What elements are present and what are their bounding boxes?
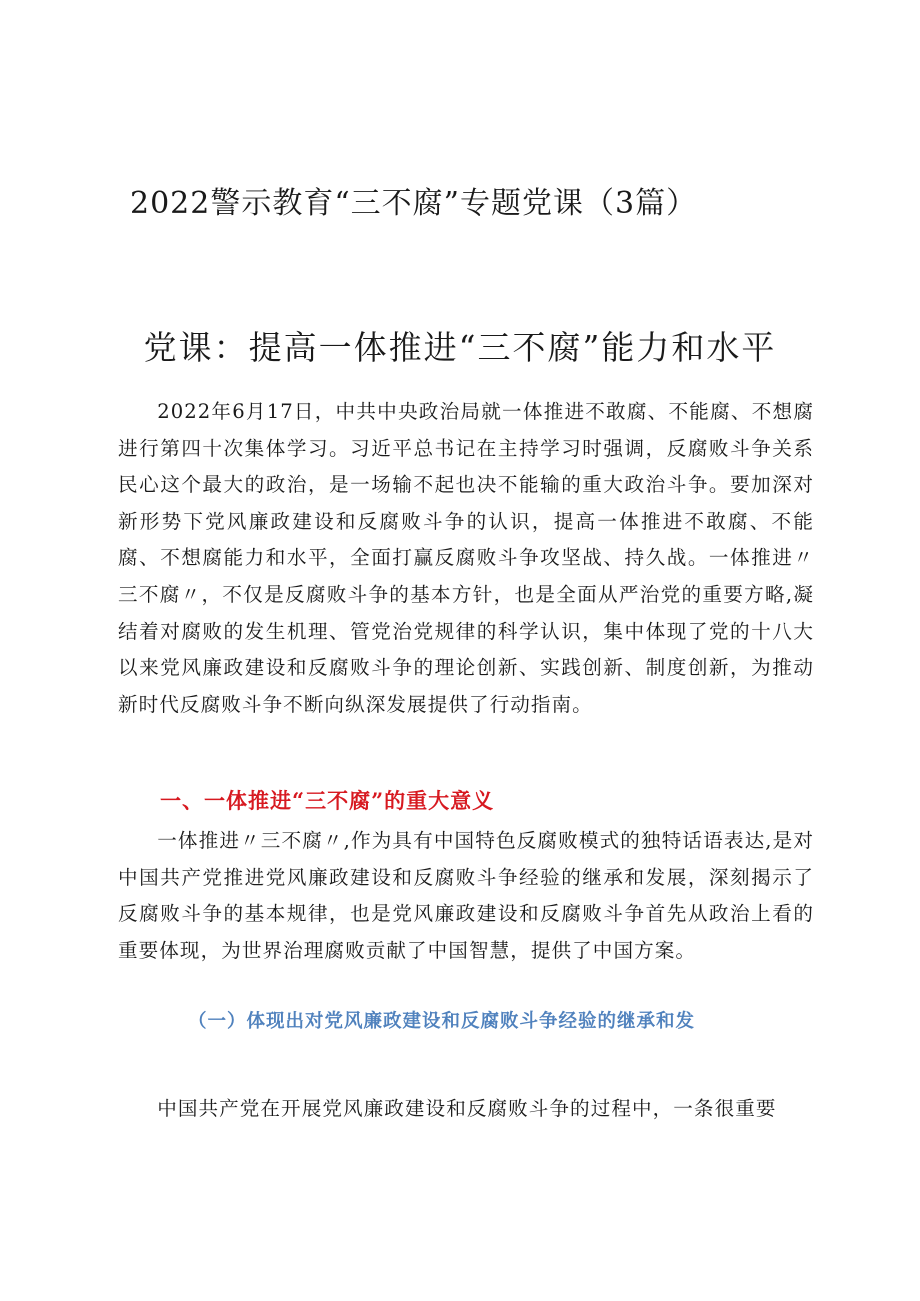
section-heading-significance: 一、一体推进“三不腐”的重大意义 bbox=[160, 788, 495, 813]
body-paragraph-inheritance: 中国共产党在开展党风廉政建设和反腐败斗争的过程中，一条很重要 bbox=[157, 1097, 777, 1120]
subsection-heading-inheritance: （一）体现出对党风廉政建设和反腐败斗争经验的继承和发 bbox=[188, 1011, 696, 1032]
lesson-title: 党课：提高一体推进“三不腐”能力和水平 bbox=[143, 328, 777, 367]
body-paragraph-significance: 一体推进〃三不腐〃,作为具有中国特色反腐败模式的独特话语表达,是对中国共产党推进党风廉政建设和反腐败斗争经验的继承和发展，深刻揭示了反腐败斗争的基本规律，也是党风廉政建设和反腐败斗争首先从政治上看的重要体现，为世界治理腐败贡献了中国智慧，提供了中国方案。 bbox=[118, 829, 814, 962]
body-paragraph-intro: 2022年6月17日，中共中央政治局就一体推进不敢腐、不能腐、不想腐进行第四十次集体学习。习近平总书记在主持学习时强调，反腐败斗争关系民心这个最大的政治，是一场输不起也决不能输的重大政治斗争。要加深对新形势下党风廉政建设和反腐败斗争的认识，提高一体推进不敢腐、不能腐、不想腐能力和水平，全面打赢反腐败斗争攻坚战、持久战。一体推进〃三不腐〃，不仅是反腐败斗争的基本方针，也是全面从严治党的重要方略,凝结着对腐败的发生机理、管党治党规律的科学认识，集中体现了党的十八大以来党风廉政建设和反腐败斗争的理论创新、实践创新、制度创新，为推动新时代反腐败斗争不断向纵深发展提供了行动指南。 bbox=[118, 400, 814, 716]
document-title: 2022警示教育“三不腐”专题党课（3篇） bbox=[130, 186, 698, 221]
